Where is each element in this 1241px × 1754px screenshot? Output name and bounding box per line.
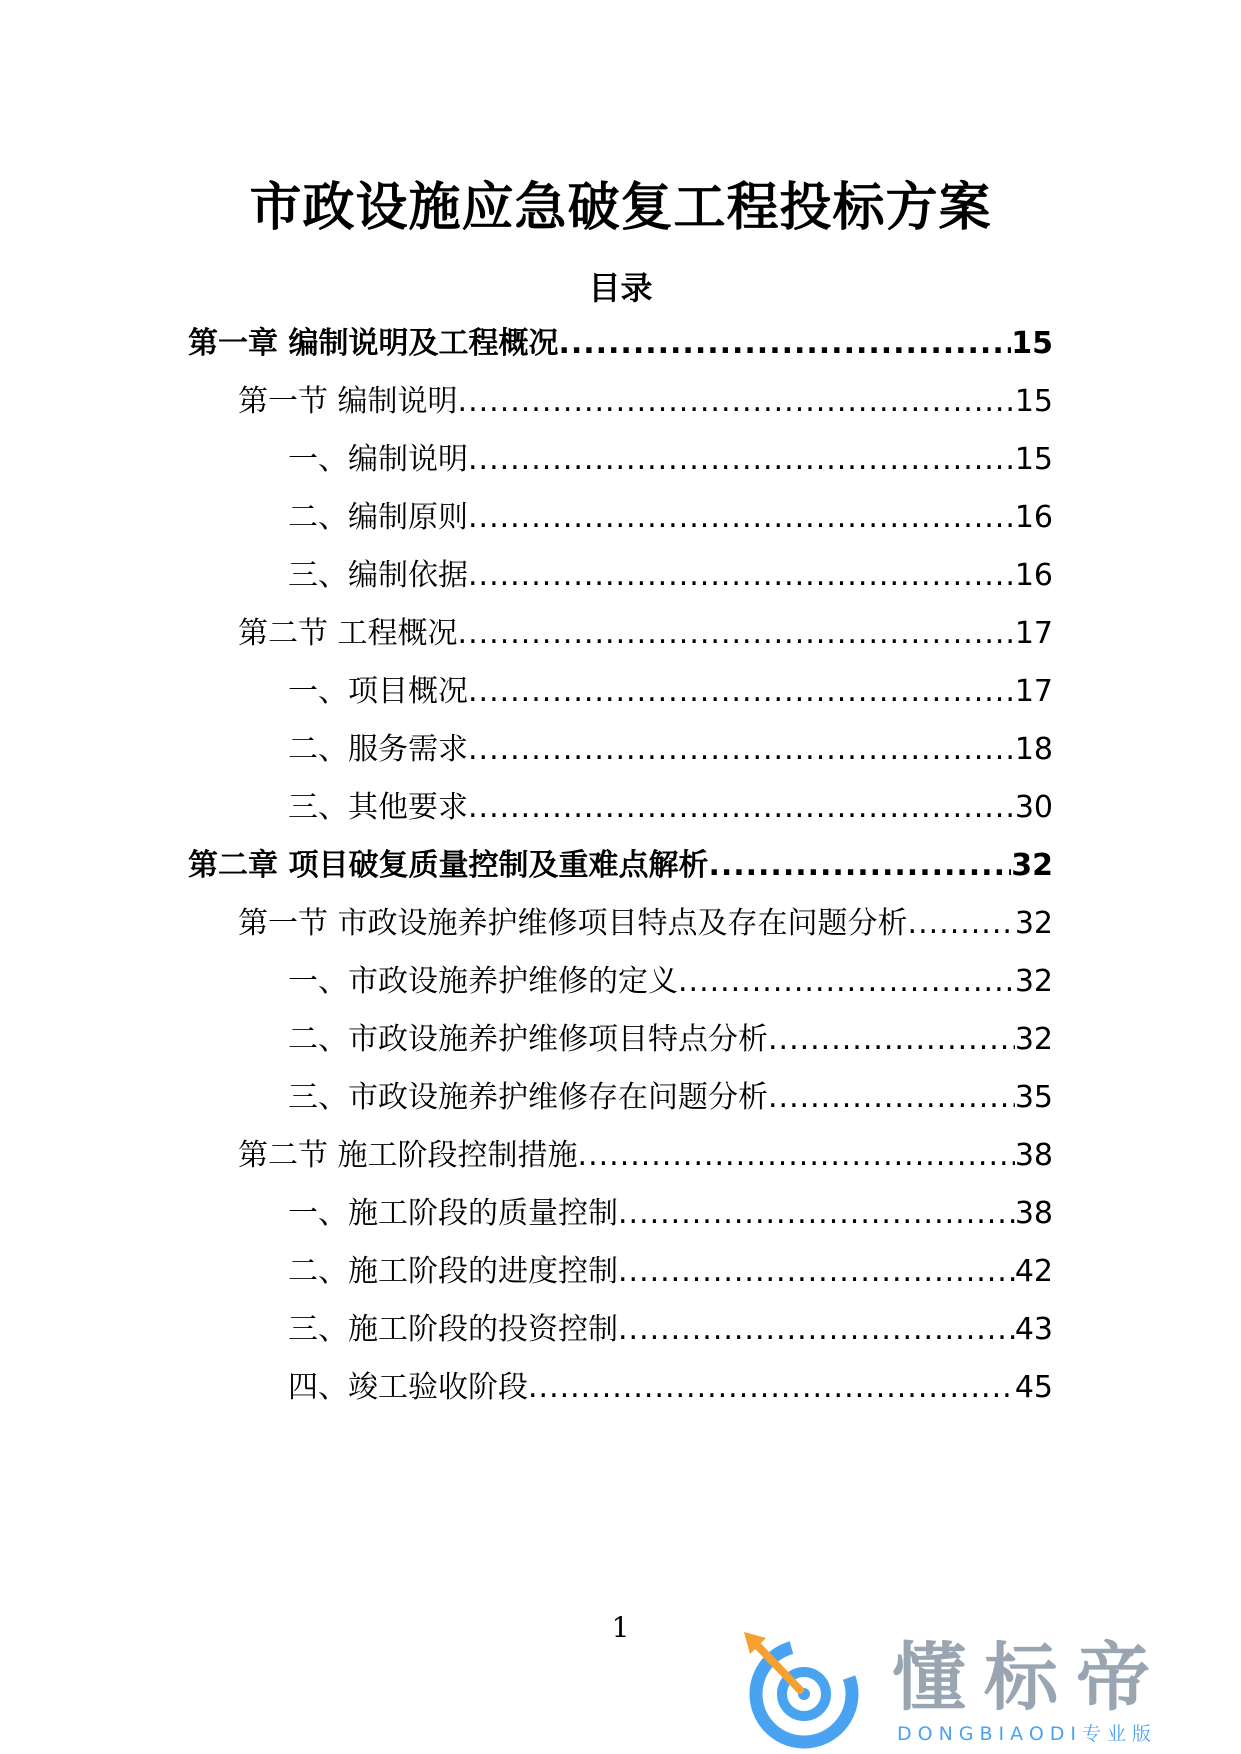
toc-entry[interactable] bbox=[288, 668, 1053, 716]
watermark-subtitle: DONGBIAODI专业版 bbox=[897, 1723, 1158, 1745]
document-title: 市政设施应急破复工程投标方案 bbox=[249, 178, 992, 238]
toc-entry-page: 15 bbox=[1014, 384, 1053, 419]
toc-entry[interactable] bbox=[288, 958, 1053, 1006]
toc-heading: 目录 bbox=[588, 269, 653, 307]
toc-entry[interactable] bbox=[288, 1016, 1053, 1064]
toc-entry-page: 42 bbox=[1014, 1254, 1053, 1289]
toc-leader-dots bbox=[768, 1074, 1015, 1122]
page-number: 1 bbox=[611, 1611, 630, 1644]
toc-entry-page: 30 bbox=[1014, 790, 1053, 825]
toc-leader-dots bbox=[908, 900, 1015, 948]
toc-entry-text: 二、市政设施养护维修项目特点分析 bbox=[288, 1022, 768, 1057]
toc-leader-dots bbox=[468, 668, 1015, 716]
toc-leader-dots bbox=[618, 1248, 1015, 1296]
toc-entry-page: 32 bbox=[1014, 1022, 1053, 1057]
toc-entry-page: 15 bbox=[1011, 326, 1053, 361]
toc-entry-text: 第二节 施工阶段控制措施 bbox=[238, 1138, 578, 1173]
toc-entry[interactable] bbox=[288, 494, 1053, 542]
toc-entry-text: 三、编制依据 bbox=[288, 558, 468, 593]
toc-entry-text: 第一节 编制说明 bbox=[238, 384, 458, 419]
toc-entry-text: 一、编制说明 bbox=[288, 442, 468, 477]
toc-entry[interactable] bbox=[288, 1248, 1053, 1296]
toc-entry-page: 32 bbox=[1014, 964, 1053, 999]
toc-entry-text: 三、施工阶段的投资控制 bbox=[288, 1312, 618, 1347]
target-arrow-icon bbox=[742, 1632, 864, 1750]
toc-entry-page: 38 bbox=[1014, 1138, 1053, 1173]
toc-entry-text: 二、服务需求 bbox=[288, 732, 468, 767]
toc-entry-page: 38 bbox=[1014, 1196, 1053, 1231]
watermark bbox=[742, 1632, 1232, 1750]
toc-leader-dots bbox=[468, 784, 1015, 832]
toc-entry-page: 18 bbox=[1014, 732, 1053, 767]
toc-entry-text: 第一节 市政设施养护维修项目特点及存在问题分析 bbox=[238, 906, 908, 941]
toc-leader-dots bbox=[768, 1016, 1015, 1064]
toc-entry-text: 一、项目概况 bbox=[288, 674, 468, 709]
toc-entry-page: 17 bbox=[1014, 674, 1053, 709]
toc-entry-text: 第一章 编制说明及工程概况 bbox=[188, 326, 559, 361]
toc-entry[interactable] bbox=[188, 842, 1053, 890]
toc-entry[interactable] bbox=[288, 1190, 1053, 1238]
toc-leader-dots bbox=[558, 320, 1011, 368]
watermark-name: 懂标帝 bbox=[892, 1635, 1168, 1721]
toc-entry-text: 二、编制原则 bbox=[288, 500, 468, 535]
toc-entry-text: 一、施工阶段的质量控制 bbox=[288, 1196, 618, 1231]
toc-entry[interactable] bbox=[188, 320, 1053, 368]
toc-entry[interactable] bbox=[288, 1306, 1053, 1354]
toc-entry-page: 17 bbox=[1014, 616, 1053, 651]
toc-entry-text: 第二章 项目破复质量控制及重难点解析 bbox=[188, 848, 709, 883]
toc-leader-dots bbox=[468, 552, 1015, 600]
toc-entry[interactable] bbox=[238, 610, 1053, 658]
toc-entry-page: 35 bbox=[1014, 1080, 1053, 1115]
toc-leader-dots bbox=[468, 726, 1015, 774]
toc-entry-page: 16 bbox=[1014, 500, 1053, 535]
toc-entry[interactable] bbox=[238, 900, 1053, 948]
toc-leader-dots bbox=[468, 494, 1015, 542]
toc-leader-dots bbox=[528, 1364, 1015, 1412]
toc-leader-dots bbox=[458, 610, 1015, 658]
toc-entry-page: 43 bbox=[1014, 1312, 1053, 1347]
toc-leader-dots bbox=[678, 958, 1015, 1006]
toc-entry-page: 16 bbox=[1014, 558, 1053, 593]
toc-entry-text: 一、市政设施养护维修的定义 bbox=[288, 964, 678, 999]
toc-entry-page: 15 bbox=[1014, 442, 1053, 477]
toc-entry-text: 三、其他要求 bbox=[288, 790, 468, 825]
toc-leader-dots bbox=[618, 1190, 1015, 1238]
toc-entry[interactable] bbox=[288, 784, 1053, 832]
toc-entry-page: 32 bbox=[1014, 906, 1053, 941]
toc-entry-page: 32 bbox=[1011, 848, 1053, 883]
toc-leader-dots bbox=[618, 1306, 1015, 1354]
toc-entry[interactable] bbox=[288, 436, 1053, 484]
toc-entry-text: 第二节 工程概况 bbox=[238, 616, 458, 651]
toc-entry[interactable] bbox=[238, 378, 1053, 426]
toc-leader-dots bbox=[458, 378, 1015, 426]
toc-entry-text: 三、市政设施养护维修存在问题分析 bbox=[288, 1080, 768, 1115]
toc-entry[interactable] bbox=[288, 552, 1053, 600]
toc-entry[interactable] bbox=[238, 1132, 1053, 1180]
toc-entry[interactable] bbox=[288, 726, 1053, 774]
toc-entry-page: 45 bbox=[1014, 1370, 1053, 1405]
toc-leader-dots bbox=[468, 436, 1015, 484]
toc-entry[interactable] bbox=[288, 1074, 1053, 1122]
toc-entry-text: 四、竣工验收阶段 bbox=[288, 1370, 528, 1405]
toc-entry-text: 二、施工阶段的进度控制 bbox=[288, 1254, 618, 1289]
toc-leader-dots bbox=[578, 1132, 1015, 1180]
toc-entry[interactable] bbox=[288, 1364, 1053, 1412]
toc-leader-dots bbox=[708, 842, 1011, 890]
